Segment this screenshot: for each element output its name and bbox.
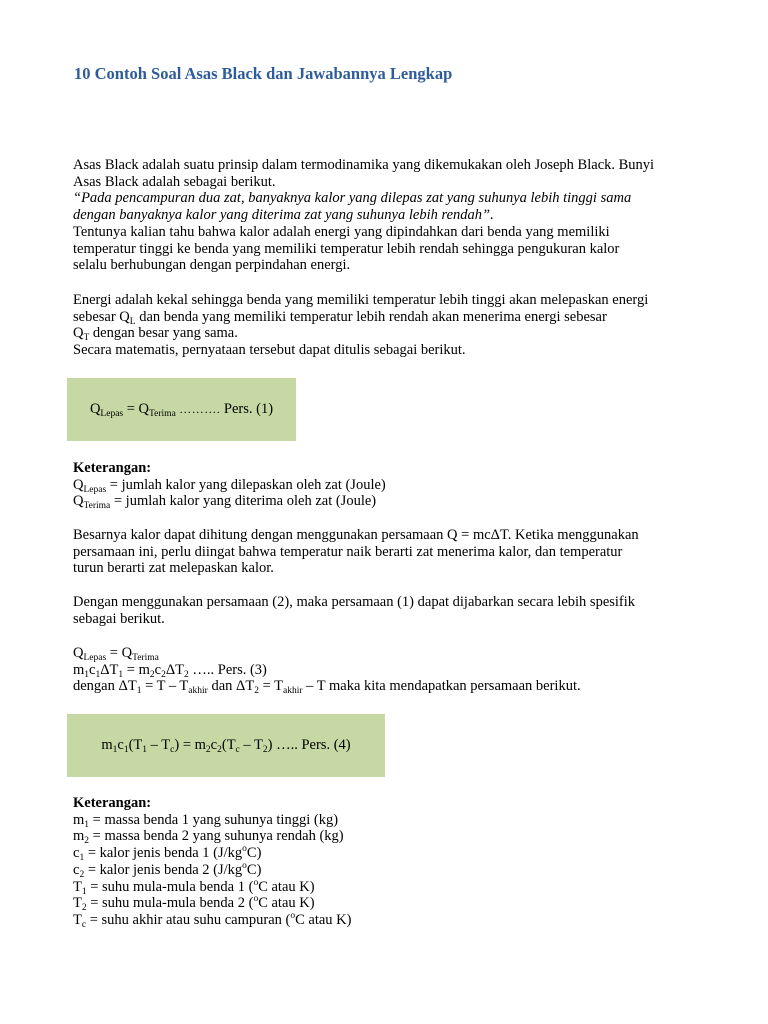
equation-line: $Q_{Lepas} = Q_{Terima}$ bbox=[73, 645, 159, 663]
equation-1: $Q_{Lepas} = Q_{Terima}$ ………. Pers. (1) bbox=[89, 401, 274, 419]
energy-line: Energi adalah kekal sehingga benda yang memiliki temperatur lebih tinggi akan melepaskan energi bbox=[73, 292, 649, 308]
keterangan-item: $T_2$ = suhu mula-mula benda 2 ($^o$C atau K) bbox=[73, 894, 315, 914]
energy-line: $Q_T$ dengan besar yang sama. bbox=[73, 325, 238, 344]
keterangan-item: $c_1$ = kalor jenis benda 1 $(J/kg^oC)$ bbox=[73, 844, 262, 864]
dengan-line: sebagai berikut. bbox=[73, 610, 165, 627]
keterangan-item: $T_1$ = suhu mula-mula benda 1 ($^o$C atau K) bbox=[73, 877, 315, 897]
equation-3-block bbox=[73, 645, 733, 695]
intro-line: Asas Black adalah suatu prinsip dalam termodinamika yang dikemukakan oleh Joseph Black. Bunyi bbox=[73, 157, 655, 173]
dengan-paragraph bbox=[73, 594, 733, 627]
intro-paragraph bbox=[73, 157, 733, 274]
page-title: 10 Contoh Soal Asas Black dan Jawabannya Lengkap bbox=[74, 64, 453, 83]
keterangan-item: $Q_{Lepas}$ = jumlah kalor yang dilepaskan oleh zat (Joule) bbox=[73, 476, 386, 495]
energy-paragraph bbox=[73, 292, 733, 359]
intro-quote: dengan banyaknya kalor yang diterima zat yang suhunya lebih rendah”. bbox=[73, 207, 494, 224]
keterangan-heading: Keterangan: bbox=[73, 460, 152, 476]
equation-4-box bbox=[67, 714, 385, 777]
intro-line: temperatur tinggi ke benda yang memiliki temperatur lebih rendah sehingga pengukuran kalor bbox=[73, 240, 620, 257]
equation-line: dengan $\Delta T_1 = T - T_{akhir}$ dan $\Delta T_2 = T_{akhir} - T$ maka kita mendapatkan persamaan berikut. bbox=[73, 678, 581, 697]
intro-line: selalu berhubungan dengan perpindahan energi. bbox=[73, 257, 351, 274]
equation-3: $m_1c_1\Delta T_1 = m_2c_2\Delta T_2$ ….. Pers. (3) bbox=[73, 661, 267, 680]
keterangan-item: $T_c$ = suhu akhir atau suhu campuran ($^o$C atau K) bbox=[73, 910, 352, 930]
keterangan-item: $m_2$ = massa benda 2 yang suhunya rendah (kg) bbox=[73, 828, 344, 847]
intro-line: Asas Black adalah sebagai berikut. bbox=[73, 173, 276, 190]
keterangan-1 bbox=[73, 460, 733, 510]
keterangan-item: $Q_{Terima}$ = jumlah kalor yang diterima oleh zat (Joule) bbox=[73, 493, 377, 512]
keterangan-2 bbox=[73, 795, 733, 929]
besar-line: Besarnya kalor dapat dihitung dengan menggunakan persamaan Q = mcΔT. Ketika menggunakan bbox=[73, 527, 639, 543]
equation-4: $m_1c_1(T_1 - T_c) = m_2c_2(T_c - T_2)$ ….. Pers. (4) bbox=[101, 737, 351, 755]
keterangan-item: $m_1$ = massa benda 1 yang suhunya tinggi (kg) bbox=[73, 811, 339, 830]
besar-line: persamaan ini, perlu diingat bahwa temperatur naik berarti zat menerima kalor, dan temperatur bbox=[73, 543, 623, 560]
energy-line: Secara matematis, pernyataan tersebut dapat ditulis sebagai berikut. bbox=[73, 342, 466, 359]
keterangan-item: $c_2$ = kalor jenis benda 2 $(J/kg^oC)$ bbox=[73, 860, 262, 880]
equation-1-box bbox=[67, 378, 296, 441]
intro-line: Tentunya kalian tahu bahwa kalor adalah energi yang dipindahkan dari benda yang memiliki bbox=[73, 223, 610, 240]
besar-line: turun berarti zat melepaskan kalor. bbox=[73, 560, 274, 577]
energy-line: sebesar $Q_L$ dan benda yang memiliki temperatur lebih rendah akan menerima energi sebesar bbox=[73, 308, 607, 327]
besar-paragraph bbox=[73, 527, 733, 577]
keterangan-heading: Keterangan: bbox=[73, 795, 152, 811]
dengan-line: Dengan menggunakan persamaan (2), maka persamaan (1) dapat dijabarkan secara lebih spesifik bbox=[73, 594, 636, 610]
intro-quote: “Pada pencampuran dua zat, banyaknya kalor yang dilepas zat yang suhunya lebih tinggi sama bbox=[73, 190, 632, 207]
